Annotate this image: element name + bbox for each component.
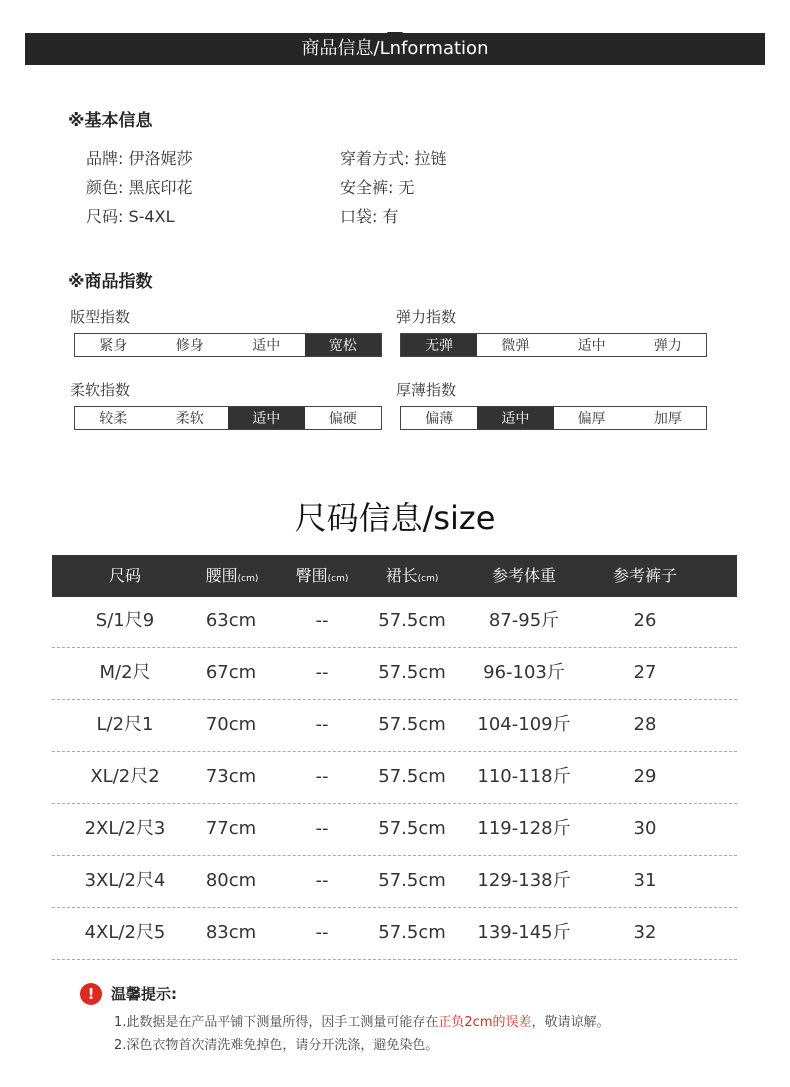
cell-hip: -- (315, 766, 329, 787)
cell-hip: -- (315, 714, 329, 735)
header-ref-pants (613, 555, 677, 600)
fit-index-bar (74, 333, 382, 357)
cell-size: 2XL/2尺3 (84, 818, 166, 839)
thickness-option: 适中 (477, 407, 553, 429)
header-unit: (cm) (327, 574, 349, 584)
elasticity-index-bar (400, 333, 707, 357)
thickness-option: 偏薄 (425, 411, 454, 427)
elasticity-option: 无弹 (401, 334, 477, 356)
info-label: 口袋 : (340, 207, 383, 226)
info-label: 穿着方式 : (340, 149, 415, 168)
info-size (86, 204, 174, 227)
size-section-title: 尺码信息/size (294, 499, 496, 537)
cell-ref-pants: 26 (633, 610, 657, 631)
cell-ref-weight: 119-128斤 (477, 818, 571, 839)
softness-option: 适中 (228, 407, 305, 429)
size-table-header (52, 555, 737, 597)
cell-ref-weight: 139-145斤 (477, 922, 571, 943)
cell-size: 4XL/2尺5 (84, 922, 166, 943)
cell-size: 3XL/2尺4 (84, 870, 166, 891)
cell-skirt-length: 57.5cm (378, 610, 446, 631)
table-row (52, 803, 737, 855)
elasticity-index-label: 弹力指数 (396, 308, 457, 326)
cell-ref-weight: 129-138斤 (477, 870, 571, 891)
info-wear-style (340, 146, 447, 169)
header-ref-weight (492, 555, 556, 600)
header-text: 裙长 (385, 566, 418, 585)
cell-skirt-length: 57.5cm (378, 714, 446, 735)
table-row (52, 595, 737, 647)
cell-waist: 83cm (205, 922, 257, 943)
cell-ref-pants: 27 (633, 662, 657, 683)
softness-index-bar (74, 406, 382, 430)
header-text: 尺码 (108, 566, 142, 585)
cell-waist: 63cm (205, 610, 257, 631)
elasticity-option: 微弹 (501, 338, 530, 354)
warning-icon: ! (80, 983, 102, 1005)
info-value: 伊洛娓莎 (128, 149, 193, 168)
fit-option: 紧身 (99, 338, 128, 354)
thickness-index-label: 厚薄指数 (396, 381, 457, 399)
header-skirt-length (386, 555, 439, 600)
header-text: 参考裤子 (612, 566, 678, 585)
basic-info-heading: ※基本信息 (68, 111, 153, 131)
cell-ref-pants: 32 (633, 922, 657, 943)
softness-option: 偏硬 (328, 411, 357, 427)
softness-index-label: 柔软指数 (70, 381, 131, 399)
thickness-index-bar (400, 406, 707, 430)
header-size (109, 555, 141, 600)
table-row (52, 855, 737, 907)
header-waist (206, 555, 259, 600)
cell-ref-weight: 96-103斤 (483, 662, 565, 683)
tip-text: 1.此数据是在产品平铺下测量所得，因手工测量可能存在 (114, 1015, 439, 1030)
fit-option: 修身 (175, 338, 204, 354)
cell-skirt-length: 57.5cm (378, 818, 446, 839)
cell-skirt-length: 57.5cm (378, 662, 446, 683)
table-row (52, 907, 737, 959)
cell-hip: -- (315, 870, 329, 891)
cell-skirt-length: 57.5cm (378, 766, 446, 787)
banner-pointer (387, 32, 403, 43)
info-pocket (340, 204, 399, 227)
fit-option: 宽松 (305, 334, 382, 356)
info-value: 无 (398, 178, 415, 197)
cell-size: L/2尺1 (96, 714, 154, 735)
cell-hip: -- (315, 922, 329, 943)
softness-option: 柔软 (175, 411, 204, 427)
header-unit: (cm) (237, 574, 259, 584)
elasticity-option: 适中 (577, 338, 606, 354)
cell-waist: 67cm (205, 662, 257, 683)
table-row (52, 751, 737, 803)
info-value: 黑底印花 (128, 178, 193, 197)
cell-ref-weight: 104-109斤 (477, 714, 571, 735)
cell-ref-pants: 28 (633, 714, 657, 735)
header-hip (296, 555, 349, 600)
cell-waist: 80cm (205, 870, 257, 891)
elasticity-option: 弹力 (653, 338, 682, 354)
info-color (86, 175, 193, 198)
info-brand (86, 146, 193, 169)
header-text: 腰围 (205, 566, 238, 585)
cell-skirt-length: 57.5cm (378, 870, 446, 891)
cell-ref-pants: 30 (633, 818, 657, 839)
tip-line-2: 2.深色衣物首次清洗难免掉色，请分开洗涤，避免染色。 (114, 1038, 439, 1053)
info-safety-shorts (340, 175, 415, 198)
info-label: 品牌 : (86, 149, 129, 168)
cell-ref-pants: 31 (633, 870, 657, 891)
product-index-heading: ※商品指数 (68, 272, 153, 292)
thickness-option: 加厚 (653, 411, 682, 427)
info-value: 拉链 (414, 149, 447, 168)
info-label: 尺码 : (86, 207, 129, 226)
softness-option: 较柔 (99, 411, 128, 427)
cell-hip: -- (315, 662, 329, 683)
info-label: 安全裤 : (340, 178, 399, 197)
header-unit: (cm) (417, 574, 439, 584)
banner-title: 商品信息/Lnformation (301, 38, 489, 59)
cell-waist: 70cm (205, 714, 257, 735)
cell-hip: -- (315, 818, 329, 839)
thickness-option: 偏厚 (577, 411, 606, 427)
row-divider (52, 959, 737, 960)
header-text: 臀围 (295, 566, 328, 585)
info-value: S-4XL (128, 207, 175, 226)
tip-text: ，敬请谅解。 (531, 1015, 610, 1030)
table-row (52, 647, 737, 699)
cell-size: S/1尺9 (95, 610, 155, 631)
cell-waist: 73cm (205, 766, 257, 787)
info-label: 颜色 : (86, 178, 129, 197)
cell-ref-pants: 29 (633, 766, 657, 787)
tip-line-1 (114, 1011, 610, 1030)
cell-waist: 77cm (205, 818, 257, 839)
cell-ref-weight: 87-95斤 (488, 610, 560, 631)
cell-ref-weight: 110-118斤 (477, 766, 571, 787)
fit-option: 适中 (252, 338, 281, 354)
header-text: 参考体重 (491, 566, 557, 585)
cell-skirt-length: 57.5cm (378, 922, 446, 943)
info-value: 有 (382, 207, 399, 226)
tip-highlight: 正负2cm的误差 (438, 1015, 532, 1030)
table-row (52, 699, 737, 751)
cell-size: XL/2尺2 (90, 766, 160, 787)
cell-size: M/2尺 (99, 662, 151, 683)
tips-title: 温馨提示: (111, 985, 177, 1003)
cell-hip: -- (315, 610, 329, 631)
fit-index-label: 版型指数 (70, 308, 131, 326)
